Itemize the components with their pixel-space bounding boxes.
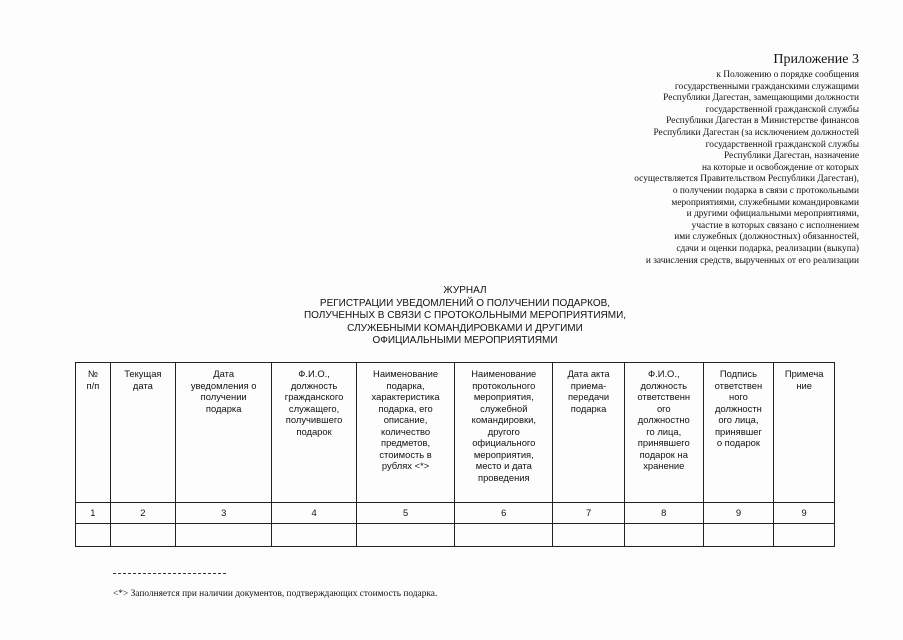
header-line: Ф.И.О., bbox=[647, 368, 680, 379]
footnote-divider bbox=[113, 573, 226, 574]
header-line: должность bbox=[290, 379, 338, 391]
header-line: уведомления о bbox=[190, 379, 257, 391]
header-line: о подарок bbox=[716, 437, 760, 448]
empty-cell bbox=[272, 524, 356, 547]
header-cell-act-date bbox=[553, 363, 625, 503]
header-line: официального bbox=[472, 437, 536, 448]
column-number-cell: 7 bbox=[553, 503, 625, 524]
header-line: Подпись bbox=[719, 368, 757, 379]
header-line: ного bbox=[729, 391, 748, 402]
appendix-line: к Положению о порядке сообщения bbox=[716, 70, 859, 80]
header-line: п/п bbox=[86, 379, 100, 391]
header-line: подарок bbox=[296, 425, 332, 437]
header-line: количество bbox=[381, 425, 431, 437]
column-number-cell: 9 bbox=[703, 503, 774, 524]
appendix-line: государственными гражданскими служащими bbox=[674, 81, 859, 92]
header-cell-notification-date bbox=[175, 363, 272, 503]
appendix-line: осуществляется Правительством Республики Дагестан), bbox=[634, 174, 859, 185]
appendix-line: и другими официальными мероприятиями, bbox=[686, 209, 859, 220]
header-line: мероприятия, bbox=[473, 448, 534, 460]
column-number-cell: 6 bbox=[455, 503, 553, 524]
journal-subtitle-line: РЕГИСТРАЦИИ УВЕДОМЛЕНИЙ О ПОЛУЧЕНИИ ПОДАРКОВ, bbox=[319, 297, 611, 309]
appendix-line: государственной гражданской службы bbox=[705, 104, 859, 115]
header-line: должностно bbox=[637, 414, 690, 425]
header-line: принявшег bbox=[714, 425, 762, 437]
empty-cell bbox=[624, 524, 703, 547]
header-cell-responsible-person bbox=[624, 363, 703, 503]
appendix-line: участие в которых связано с исполнением bbox=[691, 220, 859, 231]
column-number-cell: 3 bbox=[175, 503, 272, 524]
appendix-line: и зачисления средств, вырученных от его реализации bbox=[645, 255, 859, 266]
header-line: приема- bbox=[570, 379, 607, 391]
empty-cell bbox=[175, 524, 272, 547]
appendix-title: Приложение 3 bbox=[773, 52, 859, 67]
appendix-block bbox=[559, 8, 859, 267]
header-line: получившего bbox=[285, 414, 343, 425]
empty-cell bbox=[76, 524, 111, 547]
header-line: должностн bbox=[715, 402, 762, 414]
header-line: Ф.И.О., bbox=[298, 368, 330, 379]
header-line: предметов, bbox=[381, 437, 431, 448]
empty-cell bbox=[356, 524, 455, 547]
appendix-line: Республики Дагестан в Министерстве финансов bbox=[666, 116, 859, 127]
header-line: го лица, bbox=[646, 425, 682, 437]
appendix-line: ими служебных (должностных) обязанностей, bbox=[674, 232, 859, 243]
header-line: гражданского bbox=[284, 391, 344, 402]
header-cell-signature bbox=[703, 363, 774, 503]
empty-cell bbox=[553, 524, 625, 547]
header-line: Примеча bbox=[784, 368, 824, 379]
header-line: протокольного bbox=[472, 379, 536, 391]
header-cell-note bbox=[774, 363, 835, 503]
header-line: Наименование bbox=[373, 368, 439, 379]
column-number-cell: 4 bbox=[272, 503, 356, 524]
header-line: описание, bbox=[383, 414, 428, 425]
header-line: подарка bbox=[205, 402, 242, 414]
header-line: должность bbox=[640, 379, 687, 391]
table-empty-row bbox=[76, 524, 835, 547]
header-line: проведения bbox=[478, 471, 530, 483]
header-cell-gift-name bbox=[356, 363, 455, 503]
footnote: <*> Заполняется при наличии документов, подтверждающих стоимость подарка. bbox=[113, 589, 438, 599]
header-line: другого bbox=[487, 425, 520, 437]
appendix-line: Республики Дагестан, назначение bbox=[723, 151, 859, 162]
header-line: подарка bbox=[570, 402, 607, 414]
header-line: подарок на bbox=[639, 448, 688, 460]
journal-subtitle-line: СЛУЖЕБНЫМИ КОМАНДИРОВКАМИ И ДРУГИМИ bbox=[347, 322, 583, 334]
journal-subtitle-line: ОФИЦИАЛЬНЫМИ МЕРОПРИЯТИЯМИ bbox=[372, 335, 558, 346]
column-number-cell: 9 bbox=[774, 503, 835, 524]
header-cell-recipient bbox=[272, 363, 356, 503]
column-number-cell: 1 bbox=[76, 503, 111, 524]
header-line: принявшего bbox=[637, 437, 690, 448]
header-line: № bbox=[87, 368, 98, 379]
header-line: Дата bbox=[213, 368, 235, 379]
empty-cell bbox=[703, 524, 774, 547]
column-number-cell: 2 bbox=[110, 503, 175, 524]
header-cell-event-name bbox=[455, 363, 553, 503]
header-line: Дата акта bbox=[567, 368, 610, 379]
header-line: рублях <*> bbox=[381, 460, 430, 471]
header-line: ответственн bbox=[637, 391, 691, 402]
header-line: получении bbox=[200, 391, 247, 402]
appendix-line: Республики Дагестан (за исключением должностей bbox=[653, 127, 859, 138]
appendix-line: на которые и освобождение от которых bbox=[702, 162, 859, 173]
empty-cell bbox=[110, 524, 175, 547]
header-line: служащего, bbox=[288, 402, 340, 414]
column-number-cell: 5 bbox=[356, 503, 455, 524]
appendix-line: Республики Дагестан, замещающими должности bbox=[663, 93, 859, 104]
column-number-cell: 8 bbox=[624, 503, 703, 524]
table-number-row bbox=[76, 503, 835, 524]
journal-subtitle-line: ПОЛУЧЕННЫХ В СВЯЗИ С ПРОТОКОЛЬНЫМИ МЕРОПРИЯТИЯМИ, bbox=[303, 310, 627, 321]
appendix-line: мероприятиями, служебными командировками bbox=[671, 197, 859, 208]
header-line: командировки, bbox=[471, 414, 536, 425]
header-line: подарка, bbox=[386, 379, 425, 391]
header-line: ние bbox=[796, 379, 812, 391]
journal-heading bbox=[255, 285, 675, 348]
journal-table bbox=[75, 362, 835, 547]
header-line: служебной bbox=[480, 402, 528, 414]
header-line: место и дата bbox=[475, 460, 532, 471]
header-line: хранение bbox=[643, 460, 685, 471]
header-cell-current-date bbox=[110, 363, 175, 503]
header-line: ого лица, bbox=[718, 414, 759, 425]
appendix-line: государственной гражданской службы bbox=[705, 139, 859, 150]
empty-cell bbox=[455, 524, 553, 547]
header-line: дата bbox=[132, 379, 153, 391]
journal-title: ЖУРНАЛ bbox=[443, 285, 487, 296]
header-line: передачи bbox=[567, 391, 610, 402]
empty-cell bbox=[774, 524, 835, 547]
header-line: подарка, его bbox=[378, 402, 433, 414]
header-line: Наименование bbox=[471, 368, 537, 379]
header-cell-number bbox=[76, 363, 111, 503]
appendix-line: о получении подарка в связи с протокольными bbox=[672, 185, 859, 196]
header-line: Текущая bbox=[124, 368, 162, 379]
header-line: стоимость в bbox=[379, 448, 432, 460]
table-header-row bbox=[76, 363, 835, 503]
appendix-line: сдачи и оценки подарка, реализации (выкупа) bbox=[676, 243, 859, 254]
journal-table-wrapper bbox=[75, 362, 835, 547]
header-line: мероприятия, bbox=[473, 391, 534, 402]
header-line: ответствен bbox=[714, 379, 763, 391]
header-line: характеристика bbox=[371, 391, 440, 402]
header-line: ого bbox=[656, 402, 671, 414]
